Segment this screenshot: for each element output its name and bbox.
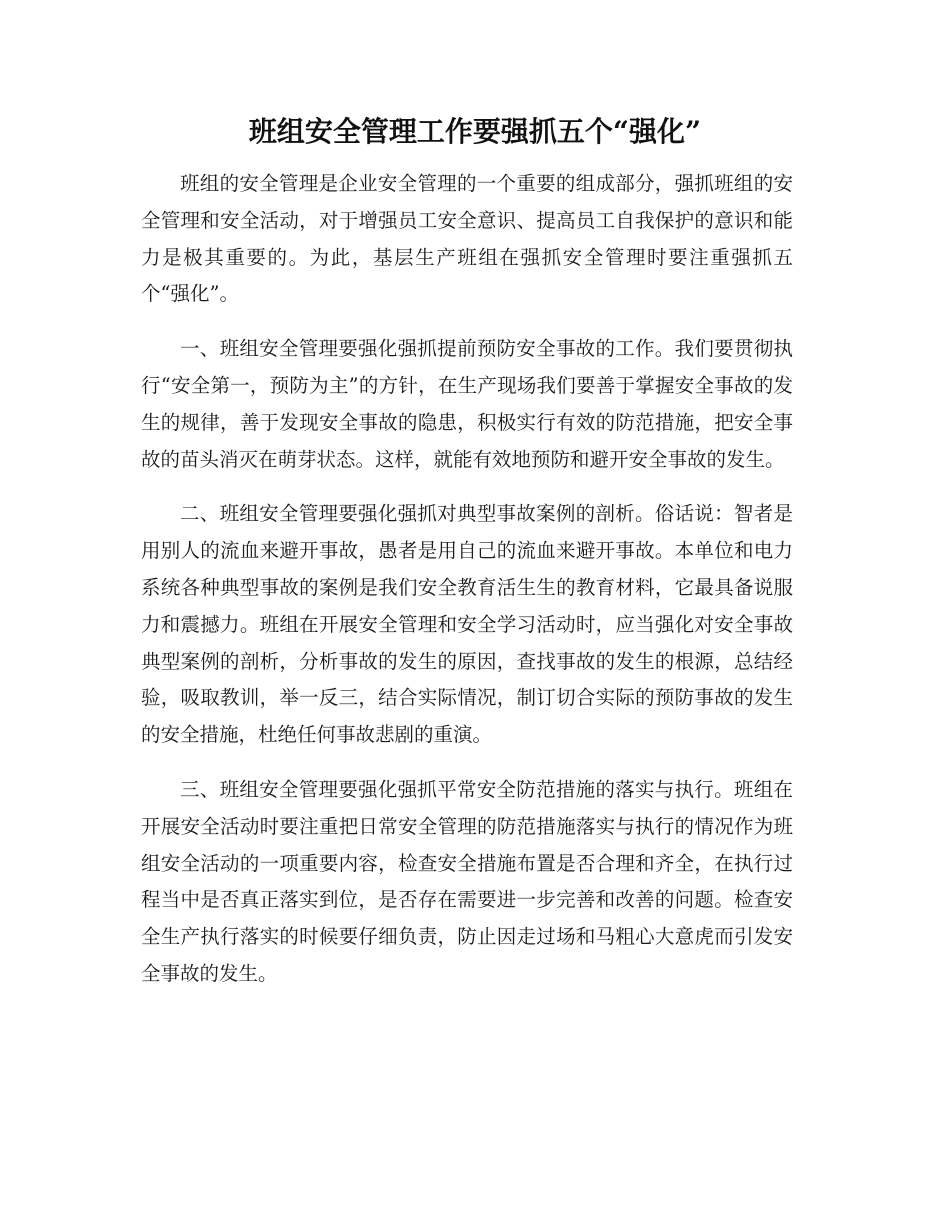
intro-paragraph: 班组的安全管理是企业安全管理的一个重要的组成部分，强抓班组的安全管理和安全活动，对于增强员工安全意识、提高员工自我保护的意识和能力是极其重要的。为此，基层生产班组在强抓安全管理时要注重强抓五个“强化”。: [141, 172, 793, 306]
document-title: 班组安全管理工作要强抓五个“强化”: [248, 115, 702, 148]
section-three-paragraph: 三、班组安全管理要强化强抓平常安全防范措施的落实与执行。班组在开展安全活动时要注重把日常安全管理的防范措施落实与执行的情况作为班组安全活动的一项重要内容，检查安全措施布置是否合理和齐全，在执行过程当中是否真正落实到位，是否存在需要进一步完善和改善的问题。检查安全生产执行落实的时候要仔细负责，防止因走过场和马粗心大意虎而引发安全事故的发生。: [141, 777, 793, 985]
section-one-paragraph: 一、班组安全管理要强化强抓提前预防安全事故的工作。我们要贯彻执行“安全第一，预防为主”的方针，在生产现场我们要善于掌握安全事故的发生的规律，善于发现安全事故的隐患，积极实行有效的防范措施，把安全事故的苗头消灭在萌芽状态。这样，就能有效地预防和避开安全事故的发生。: [141, 337, 793, 471]
document-body: [141, 166, 793, 1011]
section-two-paragraph: 二、班组安全管理要强化强抓对典型事故案例的剖析。俗话说：智者是用别人的流血来避开事故，愚者是用自己的流血来避开事故。本单位和电力系统各种典型事故的案例是我们安全教育活生生的教育材料，它最具备说服力和震撼力。班组在开展安全管理和安全学习活动时，应当强化对安全事故典型案例的剖析，分析事故的发生的原因，查找事故的发生的根源，总结经验，吸取教训，举一反三，结合实际情况，制订切合实际的预防事故的发生的安全措施，杜绝任何事故悲剧的重演。: [141, 502, 793, 747]
